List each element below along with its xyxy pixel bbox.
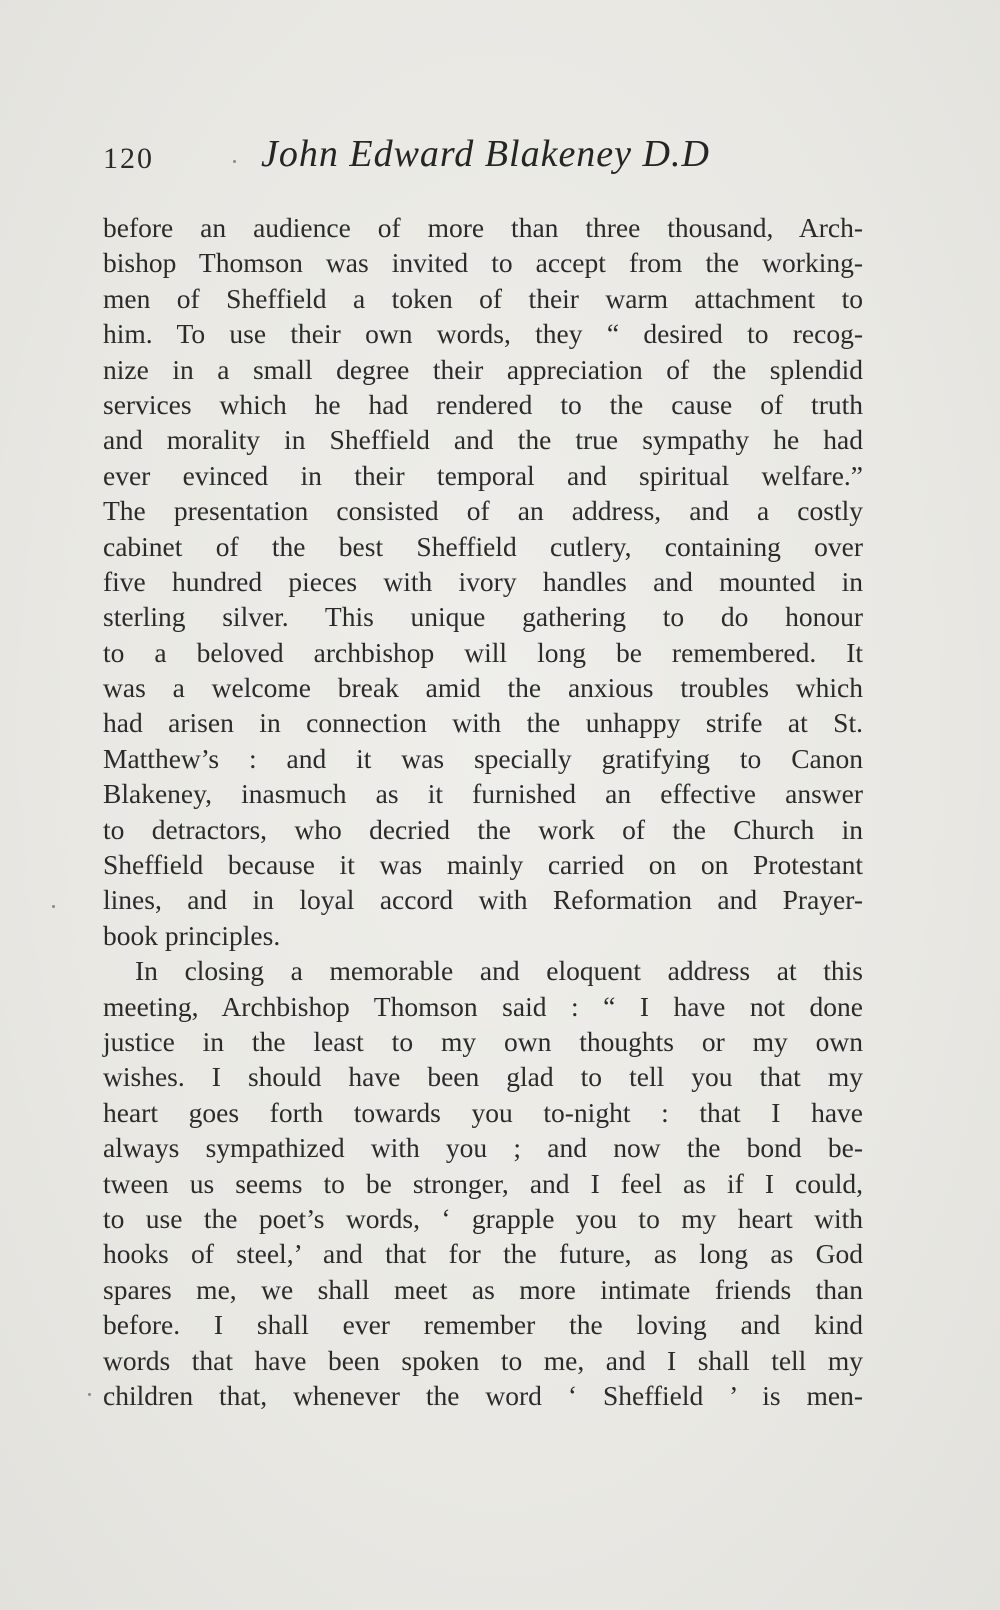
text-line: bishop Thomson was invited to accept from the working-	[103, 247, 863, 279]
text-line: meeting, Archbishop Thomson said : “ I have not done	[103, 990, 863, 1022]
text-line: always sympathized with you ; and now the bond be-	[103, 1132, 863, 1164]
text-line: lines, and in loyal accord with Reformation and Prayer-	[103, 884, 863, 916]
ink-speck	[52, 905, 55, 908]
text-line: to detractors, who decried the work of the Church in	[103, 813, 863, 845]
body-text	[103, 210, 863, 1413]
text-line: spares me, we shall meet as more intimate friends than	[103, 1273, 863, 1305]
text-line: Matthew’s : and it was specially gratifying to Canon	[103, 742, 863, 774]
ink-speck	[233, 160, 236, 163]
text-line: sterling silver. This unique gathering to do honour	[103, 601, 863, 633]
text-line: cabinet of the best Sheffield cutlery, containing over	[103, 530, 863, 562]
text-line: before. I shall ever remember the loving and kind	[103, 1309, 863, 1341]
text-line: him. To use their own words, they “ desired to recog-	[103, 318, 863, 350]
text-line: In closing a memorable and eloquent address at this	[135, 955, 863, 987]
running-head	[103, 132, 863, 192]
paragraph-2	[103, 953, 863, 1413]
text-line: book principles.	[103, 919, 281, 951]
text-line: children that, whenever the word ‘ Sheffield ’ is men-	[103, 1379, 863, 1411]
text-line: justice in the least to my own thoughts or my own	[103, 1025, 863, 1057]
running-title: John Edward Blakeney D.D	[261, 133, 710, 175]
text-line: wishes. I should have been glad to tell you that my	[103, 1061, 863, 1093]
text-line: to a beloved archbishop will long be remembered. It	[103, 636, 863, 668]
text-line: was a welcome break amid the anxious troubles which	[103, 672, 863, 704]
text-line: services which he had rendered to the cause of truth	[103, 388, 863, 420]
text-line: five hundred pieces with ivory handles and mounted in	[103, 565, 863, 597]
text-line: tween us seems to be stronger, and I feel as if I could,	[103, 1167, 863, 1199]
text-line: had arisen in connection with the unhappy strife at St.	[103, 707, 863, 739]
ink-speck	[88, 1393, 91, 1396]
text-line: to use the poet’s words, ‘ grapple you to my heart with	[103, 1202, 863, 1234]
text-line: words that have been spoken to me, and I shall tell my	[103, 1344, 863, 1376]
text-line: before an audience of more than three thousand, Arch-	[103, 212, 863, 243]
text-line: Sheffield because it was mainly carried on on Protestant	[103, 849, 863, 881]
text-line: nize in a small degree their appreciation of the splendid	[103, 353, 863, 385]
text-line: The presentation consisted of an address, and a costly	[103, 495, 863, 527]
text-line: ever evinced in their temporal and spiritual welfare.”	[103, 459, 863, 491]
paragraph-1	[103, 210, 863, 953]
text-line: men of Sheffield a token of their warm attachment to	[103, 282, 863, 314]
text-line: Blakeney, inasmuch as it furnished an effective answer	[103, 778, 863, 810]
page-number: 120	[103, 142, 154, 175]
text-line: heart goes forth towards you to-night : that I have	[103, 1096, 863, 1128]
text-line: and morality in Sheffield and the true sympathy he had	[103, 424, 863, 456]
text-line: hooks of steel,’ and that for the future, as long as God	[103, 1238, 863, 1270]
